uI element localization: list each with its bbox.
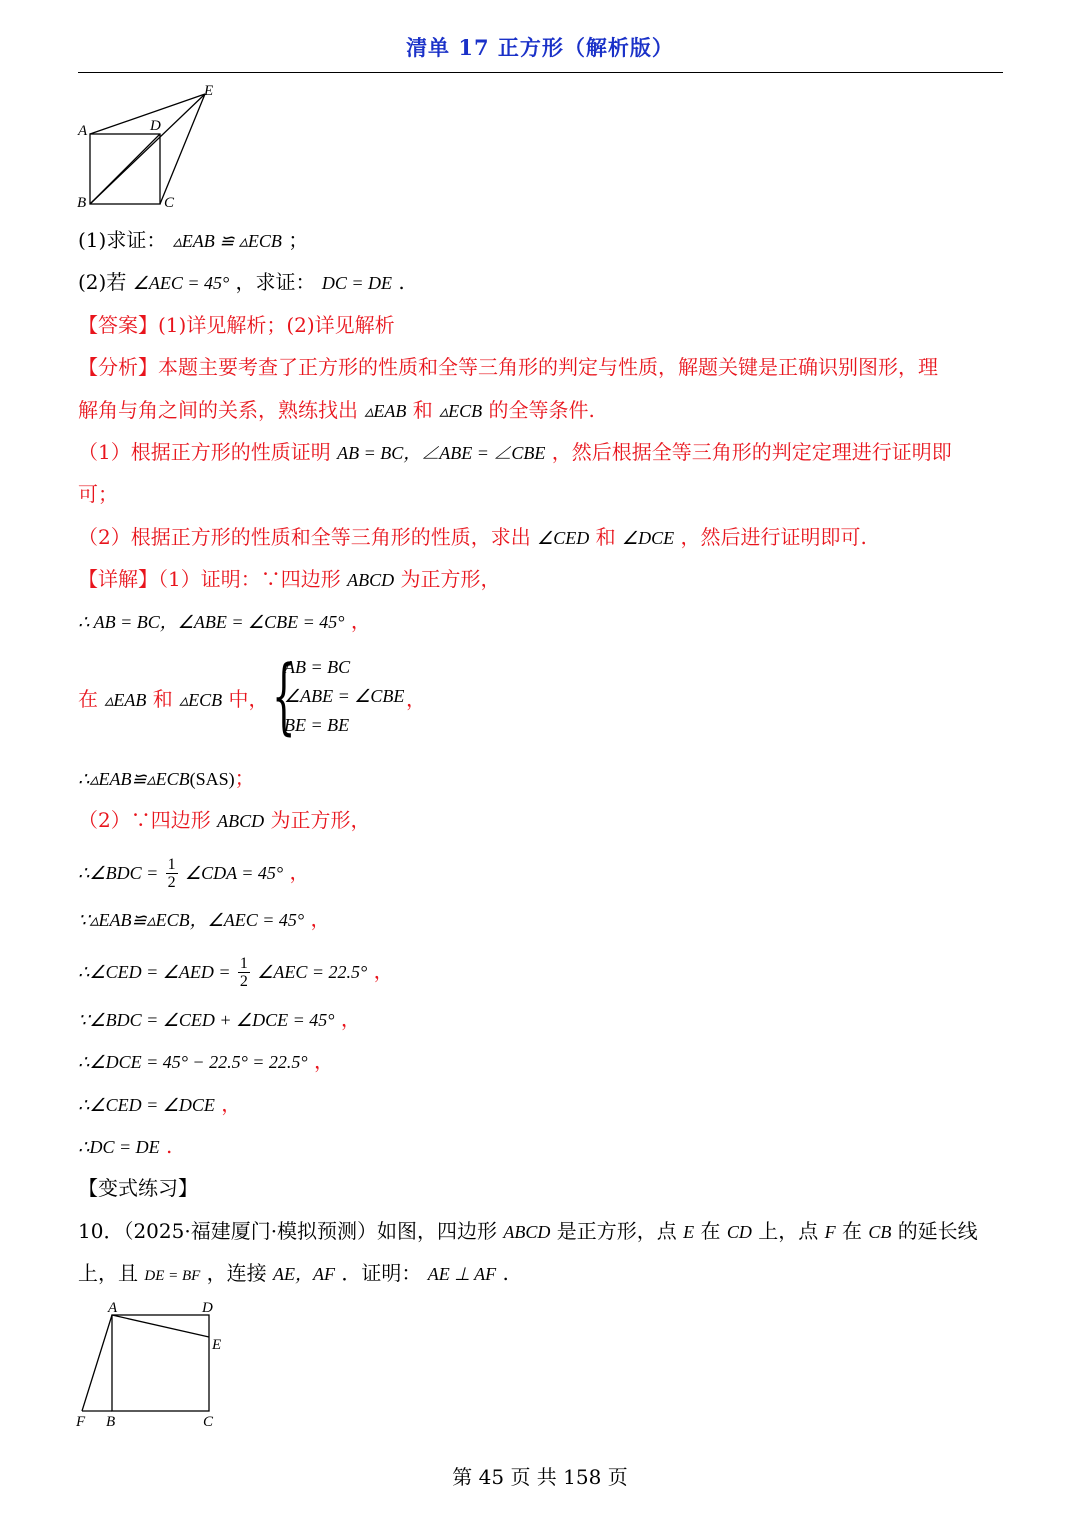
- math: E: [683, 1222, 695, 1242]
- text: ；: [234, 766, 255, 790]
- detail-part-2: [78, 807, 370, 834]
- math: CB: [868, 1222, 892, 1242]
- math: ∠CDA = 45°: [184, 863, 284, 883]
- system-comma: ，: [406, 687, 426, 711]
- fraction-half: [238, 955, 250, 990]
- page-header-title: 清单 17 正方形（解析版）: [406, 35, 674, 60]
- detail-in-triangles: [78, 686, 269, 713]
- denominator: 2: [167, 874, 176, 891]
- text: （1）根据正方形的性质证明: [78, 440, 331, 464]
- math: ABCD: [347, 570, 395, 590]
- question-part-1: [78, 227, 308, 254]
- math: ABCD: [217, 811, 265, 831]
- math: ∵∠BDC = ∠CED + ∠DCE = 45°: [78, 1010, 335, 1030]
- text: （2）∵四边形: [78, 808, 211, 832]
- detail-line-5: [78, 906, 330, 933]
- text: 和: [595, 525, 616, 549]
- answer-line: 【答案】(1)详见解析；(2)详见解析: [78, 313, 395, 337]
- fraction-half: [166, 856, 178, 891]
- label-e: E: [204, 83, 214, 99]
- text: ，连接: [206, 1261, 267, 1285]
- text: 在: [78, 687, 98, 711]
- text: 为正方形，: [270, 808, 371, 832]
- detail-line-3: [78, 765, 255, 792]
- math: DC = DE: [321, 273, 393, 293]
- text: ，: [350, 609, 371, 633]
- label-f: F: [76, 1414, 86, 1430]
- variant-question-line-2: [78, 1260, 509, 1289]
- math: CD: [726, 1222, 752, 1242]
- label-c: C: [164, 195, 175, 211]
- text: ，: [340, 1007, 361, 1031]
- label-a: A: [78, 123, 88, 139]
- text: ；: [288, 228, 309, 252]
- text: 解角与角之间的关系，熟练找出: [78, 398, 358, 422]
- segment-ce: [160, 94, 205, 204]
- system-row-1: AB = BC: [284, 657, 351, 677]
- text: 为正方形，: [400, 567, 501, 591]
- numerator: 1: [167, 856, 176, 873]
- label-b: B: [106, 1414, 116, 1430]
- variant-heading: 【变式练习】: [78, 1176, 198, 1200]
- text: .: [398, 270, 405, 294]
- figure-square-abcd-f: [70, 1295, 240, 1435]
- text: ，求证：: [235, 270, 316, 294]
- segment-ae: [90, 94, 205, 134]
- text: 上，且: [78, 1261, 138, 1285]
- math: ∴∠CED = ∠DCE: [78, 1095, 215, 1115]
- variant-question-line-1: [78, 1218, 978, 1245]
- segment-af: [82, 1315, 112, 1411]
- math: ▵ECB: [439, 401, 483, 421]
- text: 和: [412, 398, 433, 422]
- text: ，: [289, 860, 310, 884]
- text: ，: [373, 959, 394, 983]
- detail-head: [78, 566, 500, 593]
- text: ，: [310, 907, 331, 931]
- analysis-step-1-cont: 可；: [78, 482, 118, 506]
- label-e: E: [212, 1337, 222, 1353]
- math: ∠CED: [537, 528, 590, 548]
- math: ▵EAB: [364, 401, 407, 421]
- text: ，: [221, 1092, 242, 1116]
- analysis-step-1: [78, 439, 952, 466]
- analysis-line-1: 【分析】本题主要考查了正方形的性质和全等三角形的判定与性质，解题关键是正确识别图形，理: [78, 355, 938, 379]
- square-abcd: [112, 1315, 209, 1411]
- detail-line-6: [78, 955, 394, 990]
- math: ∴ AB = BC，∠ABE = ∠CBE = 45°: [78, 612, 345, 632]
- math: ∵▵EAB≌▵ECB，∠AEC = 45°: [78, 910, 305, 930]
- math: ∴∠BDC =: [78, 863, 159, 883]
- label-d: D: [150, 118, 161, 134]
- text: (1)求证：: [78, 228, 167, 252]
- math: ∠AEC = 22.5°: [257, 962, 368, 982]
- text: 【详解】（1）证明：∵四边形: [78, 567, 341, 591]
- detail-line-7: [78, 1006, 361, 1033]
- math: ∴∠DCE = 45° − 22.5° = 22.5°: [78, 1052, 308, 1072]
- label-d: D: [202, 1300, 213, 1316]
- text: 10．（2025·福建厦门·模拟预测）如图，四边形: [78, 1219, 498, 1243]
- math: ▵EAB ≌ ▵ECB: [172, 231, 282, 251]
- text: 的延长线: [897, 1219, 978, 1243]
- text: ．证明：: [341, 1261, 422, 1285]
- segment-ae: [112, 1315, 209, 1337]
- label-a: A: [108, 1300, 118, 1316]
- math: AE ⊥ AF: [427, 1264, 497, 1284]
- text: ，: [313, 1049, 334, 1073]
- text: 在: [841, 1219, 862, 1243]
- math: AE，AF: [273, 1264, 336, 1284]
- detail-line-4: [78, 856, 309, 891]
- text: 中，: [228, 687, 269, 711]
- text: 的全等条件.: [488, 398, 595, 422]
- math: ∴∠CED = ∠AED =: [78, 962, 231, 982]
- math: ABCD: [503, 1222, 551, 1242]
- denominator: 2: [239, 973, 248, 990]
- math: ▵ECB: [179, 690, 223, 710]
- math: F: [824, 1222, 836, 1242]
- text: （2）根据正方形的性质和全等三角形的性质，求出: [78, 525, 531, 549]
- header-rule: [78, 72, 1003, 73]
- question-part-2: [78, 269, 405, 296]
- text: ，然后根据全等三角形的判定定理进行证明即: [551, 440, 952, 464]
- text: .: [165, 1134, 173, 1158]
- label-b: B: [77, 195, 87, 211]
- math: AB = BC，∠ABE = ∠CBE: [337, 443, 546, 463]
- figure-square-abcd-e: [70, 80, 230, 215]
- detail-line-9: [78, 1091, 241, 1118]
- analysis-line-2: [78, 397, 595, 424]
- math: ∠DCE: [621, 528, 675, 548]
- math: (SAS): [189, 769, 235, 789]
- system-row-3: BE = BE: [284, 715, 350, 735]
- left-brace: {: [272, 649, 296, 744]
- numerator: 1: [239, 955, 248, 972]
- text: 是正方形，点: [556, 1219, 677, 1243]
- text: (2)若: [78, 270, 127, 294]
- detail-line-8: [78, 1048, 334, 1075]
- text: 上，点: [758, 1219, 819, 1243]
- math: ∴DC = DE: [78, 1137, 160, 1157]
- text: .: [502, 1261, 509, 1285]
- text: ，然后进行证明即可.: [680, 525, 867, 549]
- segment-be: [90, 94, 205, 204]
- text: 和: [152, 687, 173, 711]
- math: DE = BF: [144, 1268, 201, 1284]
- system-row-2: ∠ABE = ∠CBE: [284, 686, 405, 706]
- math: ∠AEC = 45°: [132, 273, 230, 293]
- page-footer: 第 45 页 共 158 页: [452, 1465, 628, 1489]
- analysis-step-2: [78, 524, 867, 551]
- detail-line-1: [78, 608, 371, 635]
- detail-line-10: [78, 1133, 172, 1160]
- label-c: C: [203, 1414, 214, 1430]
- math: ∴▵EAB≌▵ECB: [78, 769, 190, 789]
- math: ▵EAB: [104, 690, 147, 710]
- text: 在: [700, 1219, 721, 1243]
